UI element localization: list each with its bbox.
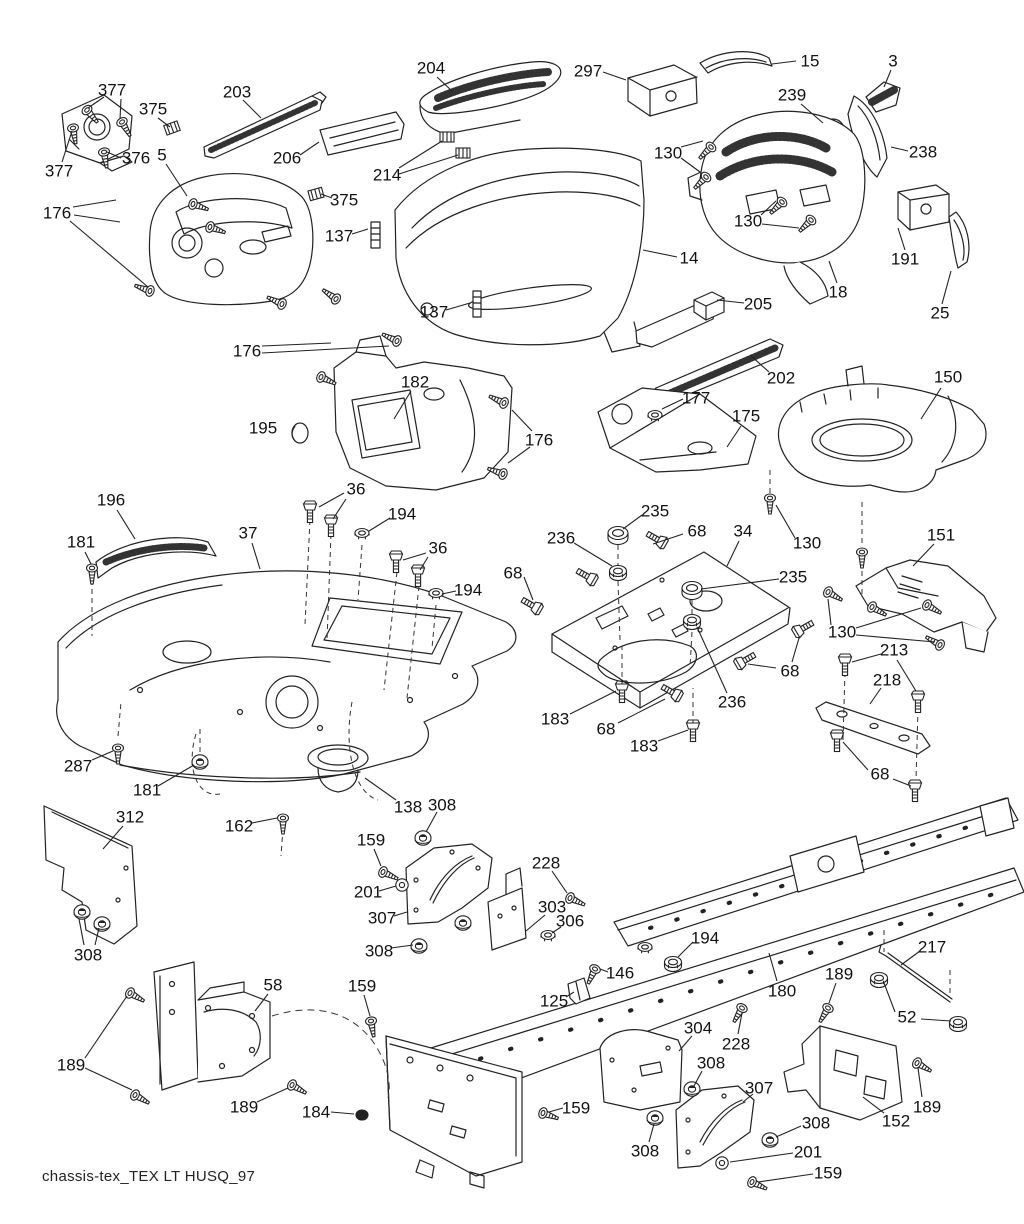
nut-glyph: [355, 529, 369, 540]
leader-line: [73, 200, 116, 207]
pushnut-glyph: [455, 916, 471, 930]
leader-line: [526, 915, 545, 931]
part-label-130: 130: [827, 622, 857, 642]
part-3-insert: [866, 82, 900, 112]
leader-line: [85, 996, 127, 1058]
part-label-25: 25: [930, 303, 950, 323]
part-label-235: 235: [778, 567, 808, 587]
screw-glyph: [320, 285, 343, 305]
leader-line: [681, 141, 703, 147]
bolt-glyph: [839, 654, 852, 676]
part-label-176: 176: [232, 341, 262, 361]
part-175-support-plate: [598, 388, 756, 472]
part-label-214: 214: [372, 165, 402, 185]
leader-line: [319, 493, 344, 507]
screw-glyph: [124, 986, 147, 1006]
part-label-130: 130: [653, 143, 683, 163]
part-label-287: 287: [63, 756, 93, 776]
part-label-176: 176: [42, 203, 72, 223]
leader-line: [300, 142, 319, 155]
screw-glyph: [87, 564, 98, 584]
bolt-glyph: [791, 617, 816, 639]
leader-line: [643, 250, 677, 257]
locknut-glyph: [950, 1017, 967, 1032]
part-label-137: 137: [419, 302, 449, 322]
part-label-203: 203: [222, 82, 252, 102]
part-297-battery-box: [628, 65, 697, 116]
leader-line: [403, 553, 426, 560]
part-label-312: 312: [115, 807, 145, 827]
bushing-glyph: [682, 582, 702, 600]
part-label-228: 228: [531, 853, 561, 873]
part-203-dash-trim-strip: [204, 92, 326, 158]
leader-line: [829, 261, 837, 283]
clip-glyph: [456, 148, 470, 158]
part-label-37: 37: [238, 523, 258, 543]
part-191-support-box: [898, 185, 949, 230]
leader-line: [792, 638, 799, 662]
leader-line: [333, 499, 346, 519]
part-label-194: 194: [387, 504, 417, 524]
part-label-202: 202: [766, 368, 796, 388]
screw-glyph: [857, 548, 868, 568]
leader-line: [748, 664, 776, 668]
part-label-14: 14: [679, 248, 699, 268]
part-label-137: 137: [324, 226, 354, 246]
part-label-152: 152: [881, 1111, 911, 1131]
leader-line: [257, 1088, 288, 1102]
washer-glyph: [716, 1157, 728, 1169]
part-label-68: 68: [503, 563, 523, 583]
leader-line: [85, 1068, 132, 1090]
part-label-304: 304: [683, 1018, 713, 1038]
part-label-176: 176: [524, 430, 554, 450]
part-label-308: 308: [364, 941, 394, 961]
leader-line: [772, 61, 796, 64]
part-label-194: 194: [690, 928, 720, 948]
part-label-68: 68: [596, 719, 616, 739]
leader-line: [399, 141, 442, 168]
leader-line: [649, 1124, 654, 1142]
leader-line: [658, 730, 688, 741]
part-206-vent: [320, 112, 404, 155]
leader-line: [884, 983, 895, 1012]
part-304-plate: [600, 1030, 682, 1110]
screw-glyph: [765, 494, 776, 514]
locknut-glyph: [665, 957, 682, 972]
part-label-146: 146: [605, 963, 635, 983]
leader-line: [512, 410, 532, 431]
leader-line: [352, 229, 368, 234]
leader-line: [776, 1126, 801, 1137]
part-label-68: 68: [870, 764, 890, 784]
clip-glyph: [440, 132, 454, 142]
part-label-68: 68: [780, 661, 800, 681]
part-label-308: 308: [630, 1141, 660, 1161]
part-label-205: 205: [743, 294, 773, 314]
part-196-cover: [96, 538, 216, 578]
leader-line: [574, 543, 612, 566]
screw-glyph: [377, 865, 400, 883]
leader-line: [570, 691, 616, 714]
part-label-5: 5: [157, 145, 167, 165]
part-label-180: 180: [767, 981, 797, 1001]
screw-glyph: [822, 585, 845, 605]
screw-glyph: [815, 1002, 835, 1025]
part-label-308: 308: [73, 945, 103, 965]
leader-line: [79, 919, 84, 945]
leader-line: [85, 552, 91, 564]
part-label-377: 377: [97, 80, 127, 100]
part-label-18: 18: [828, 282, 848, 302]
part-label-151: 151: [926, 525, 956, 545]
leader-line: [758, 1174, 813, 1182]
leader-line: [898, 228, 905, 250]
nut-glyph: [638, 943, 652, 954]
part-label-68: 68: [687, 521, 707, 541]
leader-line: [117, 510, 135, 539]
pushnut-glyph: [762, 1133, 778, 1147]
part-label-307: 307: [744, 1078, 774, 1098]
part-label-181: 181: [132, 780, 162, 800]
bolt-glyph: [687, 720, 700, 742]
pushnut-glyph: [684, 1082, 700, 1096]
locknut-glyph: [610, 566, 627, 581]
part-label-235: 235: [640, 501, 670, 521]
leader-line: [623, 515, 642, 529]
part-label-159: 159: [561, 1098, 591, 1118]
washer-glyph: [396, 879, 408, 891]
pushnut-glyph: [647, 1111, 663, 1125]
bolt-glyph: [909, 780, 922, 802]
part-label-213: 213: [879, 640, 909, 660]
part-5-dash-panel: [149, 174, 312, 305]
part-label-182: 182: [400, 372, 430, 392]
leader-line: [252, 818, 277, 823]
part-218-drawbar: [816, 702, 930, 754]
part-label-191: 191: [890, 249, 920, 269]
part-label-181: 181: [66, 532, 96, 552]
screw-glyph: [133, 280, 156, 297]
leader-line: [426, 812, 437, 832]
part-label-201: 201: [353, 882, 383, 902]
screw-glyph: [278, 814, 289, 834]
part-label-36: 36: [346, 479, 366, 499]
part-label-236: 236: [717, 692, 747, 712]
part-label-189: 189: [56, 1055, 86, 1075]
leader-line: [365, 778, 396, 800]
part-label-204: 204: [416, 58, 446, 78]
leader-line: [252, 543, 260, 569]
bolt-glyph: [412, 565, 425, 587]
leader-line: [829, 983, 836, 1003]
part-label-201: 201: [793, 1142, 823, 1162]
screw-glyph: [746, 1175, 769, 1193]
pushnut-glyph: [411, 939, 427, 953]
part-label-138: 138: [393, 797, 423, 817]
bolt-glyph: [912, 691, 925, 713]
leader-line: [942, 271, 951, 304]
part-label-303: 303: [537, 897, 567, 917]
leader-line: [921, 1019, 951, 1021]
part-label-130: 130: [733, 211, 763, 231]
part-label-189: 189: [912, 1097, 942, 1117]
screw-glyph: [380, 329, 403, 347]
part-label-206: 206: [272, 148, 302, 168]
leader-line: [74, 215, 120, 222]
leader-line: [262, 346, 389, 353]
leader-line: [679, 1036, 692, 1051]
leader-line: [243, 100, 261, 118]
part-label-125: 125: [539, 991, 569, 1011]
screw-glyph: [911, 1056, 934, 1076]
leader-line: [70, 221, 148, 287]
clip-glyph: [164, 121, 181, 135]
part-label-196: 196: [96, 490, 126, 510]
part-307-bracket-upper: [406, 844, 492, 924]
bolt-glyph: [325, 515, 338, 537]
leader-line: [364, 995, 370, 1016]
part-303-plate: [488, 868, 526, 950]
part-label-189: 189: [824, 964, 854, 984]
screw-glyph: [583, 963, 601, 986]
leader-line: [603, 72, 626, 80]
part-label-307: 307: [367, 908, 397, 928]
leader-line: [552, 871, 567, 893]
leader-line: [331, 1112, 354, 1114]
part-label-375: 375: [138, 99, 168, 119]
part-label-3: 3: [888, 51, 898, 71]
part-label-52: 52: [897, 1007, 917, 1027]
bolt-glyph: [574, 565, 599, 587]
part-label-159: 159: [356, 830, 386, 850]
part-label-376: 376: [121, 148, 151, 168]
part-37-fender-deck: [57, 571, 516, 782]
part-label-236: 236: [546, 528, 576, 548]
part-label-228: 228: [721, 1034, 751, 1054]
leader-line: [262, 343, 331, 346]
bolt-glyph: [644, 528, 669, 550]
leader-line: [870, 688, 881, 704]
leader-line: [391, 945, 413, 948]
part-182-lower-dash: [334, 336, 512, 490]
screw-glyph: [729, 1002, 749, 1025]
part-label-162: 162: [224, 816, 254, 836]
part-195-plug: [292, 423, 308, 443]
part-label-375: 375: [329, 190, 359, 210]
bushing-glyph: [608, 527, 628, 545]
part-label-15: 15: [800, 51, 820, 71]
part-205-bracket-chute: [636, 292, 724, 347]
part-label-183: 183: [540, 709, 570, 729]
screw-glyph: [129, 1088, 152, 1108]
part-307-bracket-lower: [676, 1086, 754, 1168]
pushnut-glyph: [74, 905, 90, 919]
bolt-glyph: [304, 501, 317, 523]
part-label-308: 308: [801, 1113, 831, 1133]
part-label-130: 130: [792, 533, 822, 553]
screw-glyph: [564, 891, 587, 909]
plug-glyph: [356, 1110, 368, 1120]
leader-line: [524, 577, 533, 600]
part-label-184: 184: [301, 1102, 331, 1122]
part-label-159: 159: [813, 1163, 843, 1183]
part-label-195: 195: [248, 418, 278, 438]
part-label-183: 183: [629, 736, 659, 756]
part-label-177: 177: [681, 388, 711, 408]
locknut-glyph: [684, 615, 701, 630]
leader-line: [843, 742, 868, 770]
footer-caption: chassis-tex_TEX LT HUSQ_97: [42, 1168, 256, 1185]
pushnut-glyph: [415, 831, 431, 845]
leader-line: [891, 147, 908, 151]
part-label-175: 175: [731, 406, 761, 426]
part-label-217: 217: [917, 937, 947, 957]
part-label-238: 238: [908, 142, 938, 162]
leader-line: [730, 1153, 793, 1162]
pushnut-glyph: [94, 917, 110, 931]
part-label-159: 159: [347, 976, 377, 996]
part-15-trim-strip: [700, 52, 772, 73]
part-152-guard: [784, 1026, 902, 1120]
screw-glyph: [286, 1078, 309, 1098]
part-58-bracket: [154, 962, 270, 1090]
bolt-glyph: [390, 551, 403, 573]
part-label-36: 36: [428, 538, 448, 558]
part-label-218: 218: [872, 670, 902, 690]
bolt-glyph: [831, 730, 844, 752]
pushnut-glyph: [192, 755, 208, 769]
part-label-194: 194: [453, 580, 483, 600]
screw-glyph: [537, 1106, 560, 1123]
part-label-34: 34: [733, 521, 753, 541]
leader-line: [918, 1068, 922, 1097]
leader-line: [681, 158, 700, 172]
part-label-239: 239: [777, 85, 807, 105]
part-label-377: 377: [44, 161, 74, 181]
part-25-trim: [949, 212, 969, 268]
part-label-306: 306: [555, 911, 585, 931]
part-label-308: 308: [427, 795, 457, 815]
part-label-297: 297: [573, 61, 603, 81]
part-label-189: 189: [229, 1097, 259, 1117]
leader-line: [727, 541, 739, 566]
part-label-308: 308: [696, 1053, 726, 1073]
leader-line: [852, 654, 881, 662]
leader-line: [374, 849, 381, 866]
part-label-58: 58: [263, 975, 283, 995]
leader-line: [828, 599, 831, 625]
part-label-150: 150: [933, 367, 963, 387]
